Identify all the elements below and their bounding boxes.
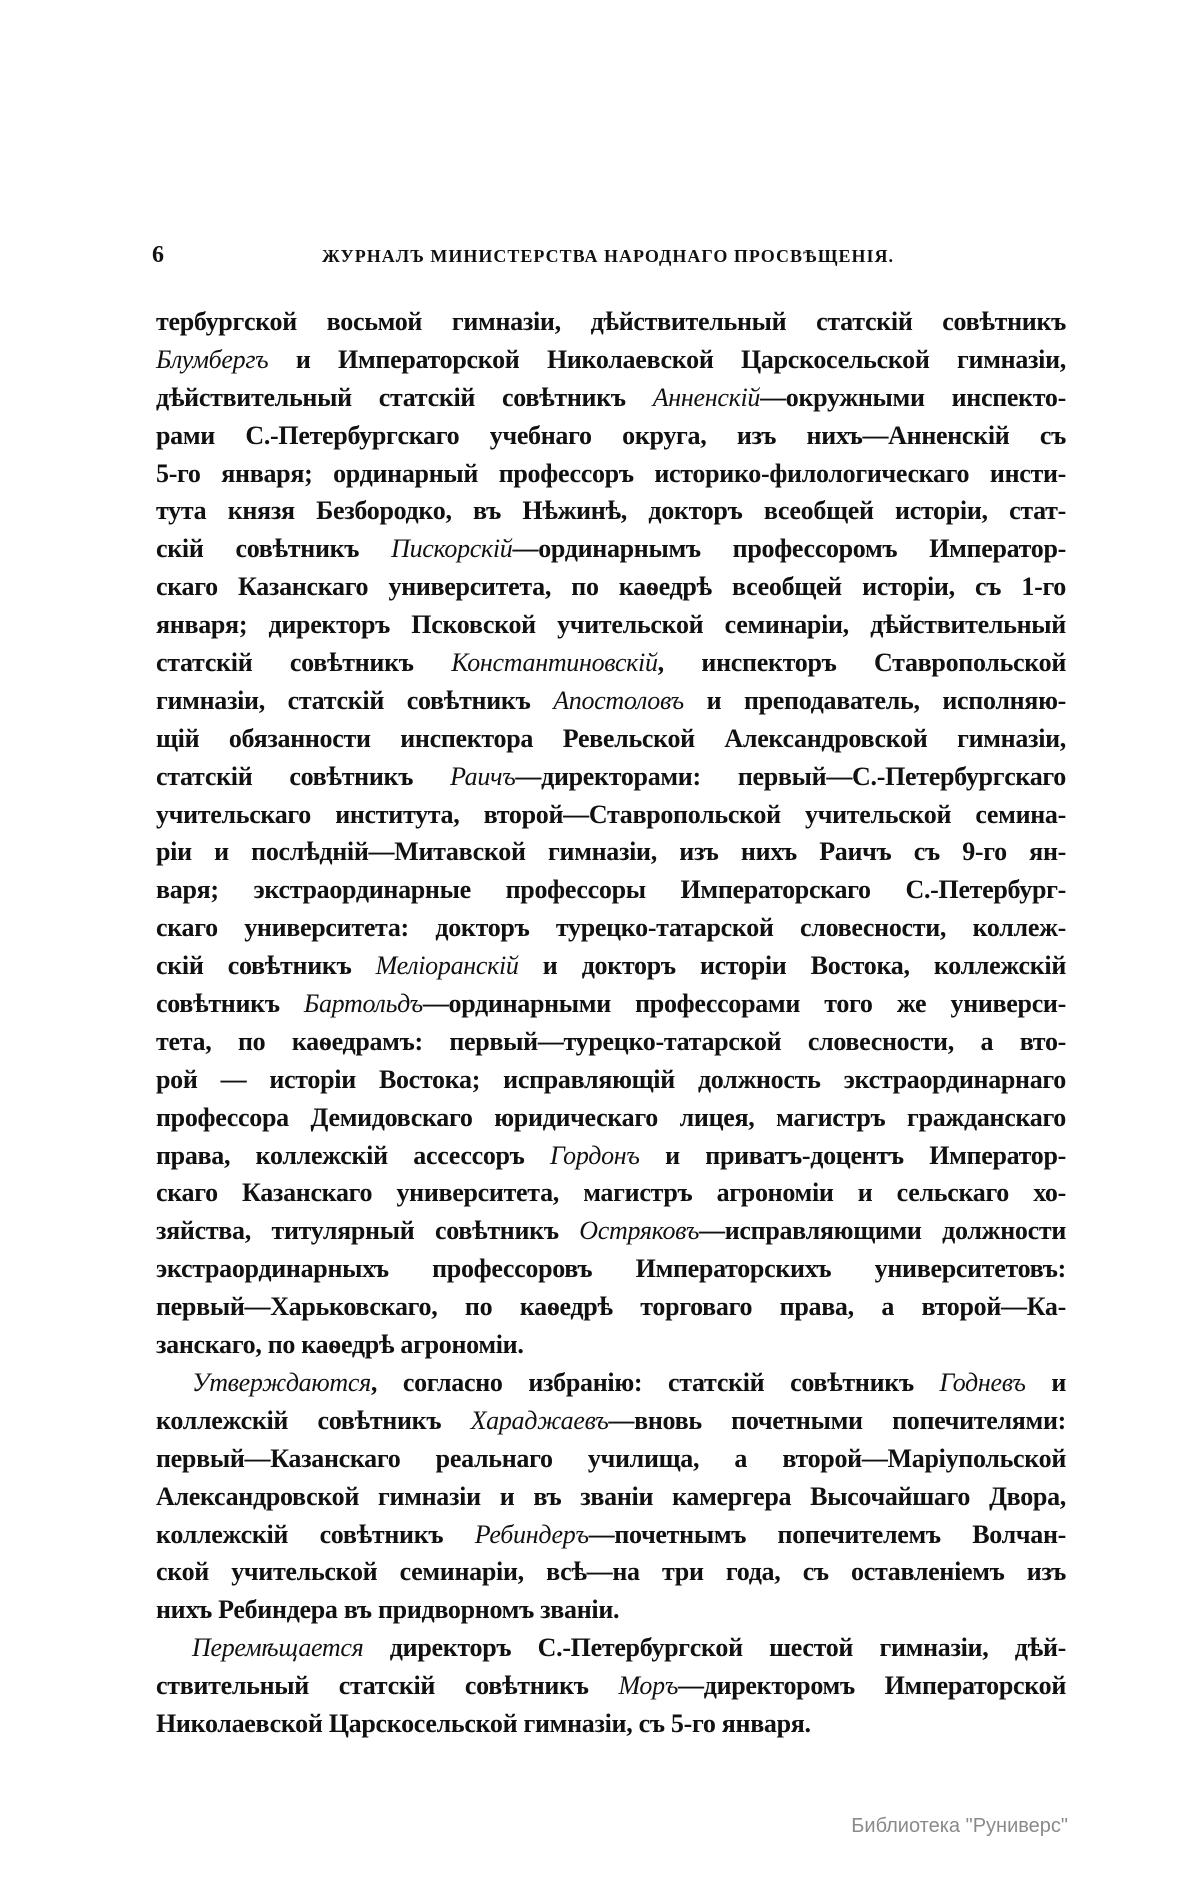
italic-name: Бартольдъ [303,989,423,1019]
text-segment: коллежскій совѣтникъ [156,1405,471,1435]
italic-name: Апостоловъ [553,685,684,715]
text-segment: скаго Казанскаго университета, по каѳедрѣ всеобщей исторіи, съ 1-го [156,572,1066,602]
text-segment: и докторъ исторіи Востока, коллежскій [518,951,1066,981]
text-line [156,1212,1066,1250]
text-segment: занскаго, по каѳедрѣ агрономіи. [156,1330,524,1360]
text-line [156,341,1066,379]
text-line [156,1553,1066,1591]
text-segment: статскій совѣтникъ [156,761,451,791]
text-line [156,455,1066,493]
italic-name: Блумбергъ [156,344,269,374]
text-segment: статскій совѣтникъ [156,648,452,678]
text-line [156,417,1066,455]
text-line [156,1023,1066,1061]
text-line [156,1099,1066,1137]
text-line [156,303,1066,341]
text-line [156,568,1066,606]
text-segment: —окружными инспекто- [760,382,1066,412]
text-line [156,871,1066,909]
text-segment: —ординарнымъ профессоромъ Император- [512,534,1066,564]
text-segment: первый—Казанскаго реальнаго училища, а второй—Маріупольской [156,1443,1066,1473]
text-line [156,1516,1066,1554]
text-segment: —ординарными профессорами того же универси- [422,989,1066,1019]
body-text [156,303,1066,1743]
text-segment: профессора Демидовскаго юридическаго лицея, магистръ гражданскаго [156,1102,1066,1132]
text-segment: учительскаго института, второй—Ставропольской учительской семина- [156,799,1066,829]
text-segment: коллежскій совѣтникъ [156,1519,475,1549]
text-segment: тербургской восьмой гимназіи, дѣйствительный статскій совѣтникъ [156,307,1066,336]
italic-name: Годневъ [939,1367,1026,1397]
text-segment: скаго Казанскаго университета, магистръ агрономіи и сельскаго хо- [156,1178,1066,1208]
text-segment: тета, по каѳедрамъ: первый—турецко-татарской словесности, а вто- [156,1026,1066,1056]
text-segment: зяйства, титулярный совѣтникъ [156,1216,580,1246]
text-segment: экстраординарныхъ профессоровъ Императорскихъ университетовъ: [156,1254,1066,1284]
text-segment: дѣйствительный статскій совѣтникъ [156,382,653,412]
text-line [156,1137,1066,1175]
text-line [156,796,1066,834]
text-segment: тута князя Безбородко, въ Нѣжинѣ, докторъ всеобщей исторіи, стат- [156,496,1066,526]
text-segment: ствительный статскій совѣтникъ [156,1671,619,1701]
text-segment: —директорами: первый—С.-Петербургскаго [515,761,1066,791]
text-segment: —вновь почетными попечителями: [608,1405,1066,1435]
italic-name: Меліоранскій [375,951,519,981]
text-segment: первый—Харьковскаго, по каѳедрѣ торговаго права, а второй—Ка- [156,1292,1066,1322]
text-segment: 5-го января; ординарный профессоръ историко-филологическаго инсти- [156,458,1066,488]
text-line [156,758,1066,796]
library-watermark: Библиотека "Руниверс" [851,1815,1068,1837]
text-line [156,1705,1066,1743]
text-segment: нихъ Ребиндера въ придворномъ званіи. [156,1595,620,1625]
text-line [156,1478,1066,1516]
text-line [156,833,1066,871]
page-number: 6 [152,242,164,268]
text-line [156,606,1066,644]
text-line [156,1440,1066,1478]
text-segment: директоръ С.-Петербургской шестой гимназіи, дѣй- [363,1633,1066,1663]
italic-name: Гордонъ [550,1140,640,1170]
text-line [156,1061,1066,1099]
text-segment: рой — исторіи Востока; исправляющій должность экстраординарнаго [156,1064,1066,1094]
text-line [156,682,1066,720]
text-segment: Николаевской Царскосельской гимназіи, съ 5-го января. [156,1708,811,1738]
text-segment: —исправляющими должности [699,1216,1067,1246]
italic-name: Пискорскій [391,534,513,564]
text-line [156,947,1066,985]
text-segment: ской учительской семинаріи, всѣ—на три года, съ оставленіемъ изъ [156,1557,1066,1587]
text-segment: , инспекторъ Ставропольской [657,648,1067,678]
text-segment: права, коллежскій ассессоръ [156,1140,551,1170]
text-line [156,720,1066,758]
text-line [156,492,1066,530]
text-segment: и приватъ-доцентъ Император- [639,1140,1066,1170]
text-line [156,1629,1066,1667]
italic-name: Утверждаются [192,1367,371,1397]
text-segment: скій совѣтникъ [156,534,392,564]
italic-name: Моръ [618,1671,679,1701]
italic-name: Раичъ [450,761,516,791]
text-line [156,530,1066,568]
text-line [156,1364,1066,1402]
text-line [156,1667,1066,1705]
text-line [156,985,1066,1023]
text-segment: —почетнымъ попечителемъ Волчан- [588,1519,1066,1549]
text-line [156,644,1066,682]
italic-name: Ребиндеръ [474,1519,589,1549]
text-line [156,1288,1066,1326]
text-segment: скій совѣтникъ [156,951,376,981]
text-segment: варя; экстраординарные профессоры Императорскаго С.-Петербург- [156,875,1066,905]
text-line [156,1174,1066,1212]
text-segment: и Императорской Николаевской Царскосельской гимназіи, [268,344,1066,374]
text-segment: , согласно избранію: статскій совѣтникъ [370,1367,940,1397]
italic-name: Хараджаевъ [470,1405,609,1435]
text-segment: рами С.-Петербургскаго учебнаго округа, изъ нихъ—Анненскій съ [156,420,1066,450]
text-segment: совѣтникъ [156,989,304,1019]
running-title: ЖУРНАЛЪ МИНИСТЕРСТВА НАРОДНАГО ПРОСВѢЩЕНІЯ. [321,246,895,266]
text-line [156,1402,1066,1440]
text-segment: Александровской гимназіи и въ званіи камергера Высочайшаго Двора, [156,1481,1066,1511]
text-line [156,1591,1066,1629]
text-line [156,1326,1066,1364]
italic-name: Перемѣщается [192,1633,364,1663]
text-line [156,1250,1066,1288]
text-segment: января; директоръ Псковской учительской семинаріи, дѣйствительный [156,610,1066,640]
text-segment: щій обязанности инспектора Ревельской Александровской гимназіи, [156,723,1066,753]
text-segment: ріи и послѣдній—Митавской гимназіи, изъ нихъ Раичъ съ 9-го ян- [156,837,1066,867]
italic-name: Остряковъ [579,1216,700,1246]
text-segment: гимназіи, статскій совѣтникъ [156,685,554,715]
text-segment: и [1025,1367,1066,1397]
text-segment: скаго университета: докторъ турецко-татарской словесности, коллеж- [156,913,1066,943]
italic-name: Анненскій [652,382,761,412]
text-line [156,909,1066,947]
text-segment: —директоромъ Императорской [678,1671,1066,1701]
text-line [156,379,1066,417]
text-segment: и преподаватель, исполняю- [683,685,1066,715]
italic-name: Константиновскій [451,648,658,678]
